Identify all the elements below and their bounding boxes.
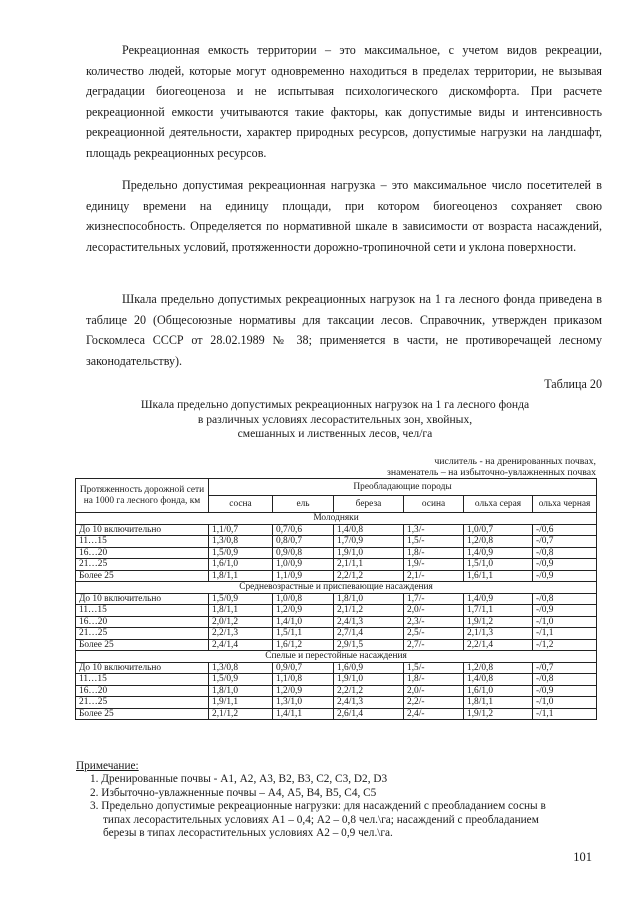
road-length-cell: 11…15: [76, 605, 209, 617]
load-value-cell: 1,0/0,9: [273, 559, 334, 571]
load-value-cell: 2,4/1,3: [334, 697, 404, 709]
species-group-header: Преобладающие породы: [209, 479, 597, 496]
paragraph-max-load: Предельно допустимая рекреационная нагрузка – это максимальное число посетителей в единицу времени на единицу площади, при котором биогеоценоз сохраняет свою жизнеспособность. Определяется по нормативной шкале в зависимости от возраста насаждений, лесорастительных условий, протяженности дорожно-тропиночной сети и уклона поверхности.: [86, 178, 602, 254]
note-item-continuation: березы в типах лесорастительных условиях А2 – 0,9 чел.\га.: [103, 827, 393, 840]
load-value-cell: -/1,0: [533, 697, 597, 709]
load-value-cell: 1,6/1,0: [209, 559, 273, 571]
load-value-cell: 1,6/1,2: [273, 639, 334, 651]
load-value-cell: 2,0/-: [404, 605, 464, 617]
page-number: 101: [573, 850, 592, 864]
table-row: [76, 639, 597, 651]
table-row: [76, 547, 597, 559]
load-value-cell: 1,8/1,1: [209, 605, 273, 617]
table-row: [76, 570, 597, 582]
road-length-cell: 16…20: [76, 685, 209, 697]
load-value-cell: 1,9/-: [404, 559, 464, 571]
paragraph-scale-reference: Шкала предельно допустимых рекреационных нагрузок на 1 га лесного фонда приведена в таблице 20 (Общесоюзные нормативы для таксации лесов. Справочник, утвержден приказом Госкомлеса СССР от 28.02.1989 № 38; применяется в части, не противоречащей лесному законодательству).: [86, 292, 602, 368]
load-value-cell: 1,9/1,1: [209, 697, 273, 709]
load-value-cell: 1,8/1,1: [209, 570, 273, 582]
table-row: [76, 697, 597, 709]
load-value-cell: 2,7/-: [404, 639, 464, 651]
load-value-cell: 2,7/1,4: [334, 628, 404, 640]
species-header: ель: [273, 496, 334, 513]
load-value-cell: 1,3/0,8: [209, 662, 273, 674]
road-network-header: Протяженность дорожной сети на 1000 га лесного фонда, км: [76, 479, 209, 513]
load-value-cell: 1,6/0,9: [334, 662, 404, 674]
load-value-cell: 1,5/-: [404, 662, 464, 674]
load-value-cell: -/0,9: [533, 559, 597, 571]
road-length-cell: До 10 включительно: [76, 593, 209, 605]
load-value-cell: 1,9/1,0: [334, 674, 404, 686]
load-value-cell: 1,4/0,9: [464, 547, 533, 559]
table-row: [76, 559, 597, 571]
load-value-cell: -/0,8: [533, 674, 597, 686]
road-length-cell: До 10 включительно: [76, 662, 209, 674]
road-length-cell: 16…20: [76, 547, 209, 559]
table-row: [76, 685, 597, 697]
species-header: ольха черная: [533, 496, 597, 513]
species-header: сосна: [209, 496, 273, 513]
load-value-cell: 2,4/1,4: [209, 639, 273, 651]
load-value-cell: -/1,1: [533, 628, 597, 640]
table-row: [76, 674, 597, 686]
load-value-cell: -/0,7: [533, 536, 597, 548]
load-value-cell: 1,4/1,0: [273, 616, 334, 628]
load-value-cell: -/1,0: [533, 616, 597, 628]
load-value-cell: 1,7/-: [404, 593, 464, 605]
table-row: [76, 524, 597, 536]
load-value-cell: 1,4/0,9: [464, 593, 533, 605]
load-value-cell: 1,5/0,9: [209, 593, 273, 605]
load-value-cell: 1,0/0,7: [464, 524, 533, 536]
species-header: ольха серая: [464, 496, 533, 513]
load-value-cell: 1,0/0,8: [273, 593, 334, 605]
load-value-cell: 1,1/0,8: [273, 674, 334, 686]
table-row: [76, 708, 597, 720]
load-value-cell: 2,2/1,2: [334, 685, 404, 697]
load-value-cell: -/0,9: [533, 570, 597, 582]
notes-heading: Примечание:: [76, 760, 139, 772]
recreational-load-table: [75, 478, 597, 720]
load-value-cell: 0,7/0,6: [273, 524, 334, 536]
load-value-cell: 1,2/0,9: [273, 685, 334, 697]
load-value-cell: 1,3/-: [404, 524, 464, 536]
table-row: [76, 593, 597, 605]
notes: [76, 760, 596, 840]
load-value-cell: 0,8/0,7: [273, 536, 334, 548]
road-length-cell: До 10 включительно: [76, 524, 209, 536]
load-value-cell: 2,3/-: [404, 616, 464, 628]
load-value-cell: 1,8/-: [404, 547, 464, 559]
road-length-cell: 21…25: [76, 697, 209, 709]
load-value-cell: 1,5/1,1: [273, 628, 334, 640]
note-item: 3. Предельно допустимые рекреационные нагрузки: для насаждений с преобладанием сосны в: [90, 800, 546, 813]
load-value-cell: 1,8/1,1: [464, 697, 533, 709]
note-item: 1. Дренированные почвы - А1, А2, А3, В2, В3, С2, С3, D2, D3: [90, 773, 388, 786]
table-row: [76, 628, 597, 640]
load-value-cell: 1,7/1,1: [464, 605, 533, 617]
species-header: осина: [404, 496, 464, 513]
table-caption: [120, 398, 550, 442]
load-value-cell: 1,2/0,8: [464, 662, 533, 674]
load-value-cell: -/1,2: [533, 639, 597, 651]
load-value-cell: -/0,9: [533, 605, 597, 617]
table-row: [76, 605, 597, 617]
road-length-cell: Более 25: [76, 639, 209, 651]
load-value-cell: 2,6/1,4: [334, 708, 404, 720]
load-value-cell: 2,2/1,2: [334, 570, 404, 582]
load-value-cell: 2,2/1,3: [209, 628, 273, 640]
age-group-title: Спелые и перестойные насаждения: [76, 651, 597, 663]
load-value-cell: 1,2/0,9: [273, 605, 334, 617]
load-value-cell: 2,1/1,2: [209, 708, 273, 720]
road-length-cell: Более 25: [76, 570, 209, 582]
road-length-cell: 11…15: [76, 674, 209, 686]
load-value-cell: 1,8/-: [404, 674, 464, 686]
load-value-cell: 2,1/1,1: [334, 559, 404, 571]
load-value-cell: 2,0/-: [404, 685, 464, 697]
load-value-cell: 1,1/0,9: [273, 570, 334, 582]
road-length-cell: Более 25: [76, 708, 209, 720]
load-value-cell: -/1,1: [533, 708, 597, 720]
load-value-cell: 0,9/0,8: [273, 547, 334, 559]
load-value-cell: 2,1/1,3: [464, 628, 533, 640]
road-length-cell: 11…15: [76, 536, 209, 548]
load-value-cell: 1,5/1,0: [464, 559, 533, 571]
load-value-cell: 1,8/1,0: [209, 685, 273, 697]
note-item-continuation: типах лесорастительных условиях А1 – 0,4; А2 – 0,8 чел.\га; насаждений с преобладанием: [103, 813, 539, 826]
load-value-cell: 1,5/-: [404, 536, 464, 548]
load-value-cell: 1,5/0,9: [209, 674, 273, 686]
load-value-cell: 2,4/-: [404, 708, 464, 720]
load-value-cell: -/0,6: [533, 524, 597, 536]
load-value-cell: 1,2/0,8: [464, 536, 533, 548]
table-row: [76, 662, 597, 674]
load-value-cell: -/0,8: [533, 547, 597, 559]
load-value-cell: 1,7/0,9: [334, 536, 404, 548]
load-value-cell: 2,2/-: [404, 697, 464, 709]
table-caption-line: смешанных и лиственных лесов, чел/га: [237, 427, 433, 440]
load-value-cell: 1,6/1,1: [464, 570, 533, 582]
age-group-title: Молодняки: [76, 513, 597, 525]
table-row: [76, 616, 597, 628]
load-value-cell: 1,3/0,8: [209, 536, 273, 548]
load-value-cell: 2,2/1,4: [464, 639, 533, 651]
load-value-cell: 2,9/1,5: [334, 639, 404, 651]
load-value-cell: 1,1/0,7: [209, 524, 273, 536]
load-value-cell: -/0,7: [533, 662, 597, 674]
paragraph-recreational-capacity: Рекреационная емкость территории – это максимальное, с учетом видов рекреации, количество людей, которые могут одновременно находиться в пределах территории, не вызывая деградации биогеоценоза и не испытывая психологического дискомфорта. При расчете рекреационной емкости учитываются такие факторы, как допустимые виды и интенсивность рекреационной деятельности, характер природных ресурсов, допустимые нагрузки на ландшафт, площадь рекреационных ресурсов.: [86, 43, 602, 160]
road-length-cell: 21…25: [76, 628, 209, 640]
road-length-cell: 21…25: [76, 559, 209, 571]
load-value-cell: 2,1/-: [404, 570, 464, 582]
table-caption-line: в различных условиях лесорастительных зон, хвойных,: [197, 412, 473, 426]
load-value-cell: 1,9/1,0: [334, 547, 404, 559]
load-value-cell: 1,9/1,2: [464, 708, 533, 720]
load-value-cell: 1,3/1,0: [273, 697, 334, 709]
load-value-cell: 1,5/0,9: [209, 547, 273, 559]
load-value-cell: 1,9/1,2: [464, 616, 533, 628]
load-value-cell: 2,4/1,3: [334, 616, 404, 628]
note-item: 2. Избыточно-увлажненные почвы – А4, А5, В4, В5, С4, С5: [90, 786, 377, 799]
age-group-title: Средневозрастные и приспевающие насаждения: [76, 582, 597, 594]
load-value-cell: 2,1/1,2: [334, 605, 404, 617]
legend-denominator: знаменатель – на избыточно-увлажненных почвах: [387, 467, 596, 478]
table-row: [76, 536, 597, 548]
road-length-cell: 16…20: [76, 616, 209, 628]
load-value-cell: 0,9/0,7: [273, 662, 334, 674]
load-value-cell: 1,6/1,0: [464, 685, 533, 697]
load-value-cell: 1,4/1,1: [273, 708, 334, 720]
load-value-cell: 2,5/-: [404, 628, 464, 640]
load-value-cell: 1,4/0,8: [334, 524, 404, 536]
load-value-cell: -/0,9: [533, 685, 597, 697]
load-value-cell: -/0,8: [533, 593, 597, 605]
table-label: Таблица 20: [544, 377, 602, 391]
load-value-cell: 1,4/0,8: [464, 674, 533, 686]
table-caption-line: Шкала предельно допустимых рекреационных нагрузок на 1 га лесного фонда: [140, 398, 530, 411]
load-value-cell: 2,0/1,2: [209, 616, 273, 628]
legend-numerator: числитель - на дренированных почвах,: [434, 456, 596, 467]
load-value-cell: 1,8/1,0: [334, 593, 404, 605]
species-header: береза: [334, 496, 404, 513]
